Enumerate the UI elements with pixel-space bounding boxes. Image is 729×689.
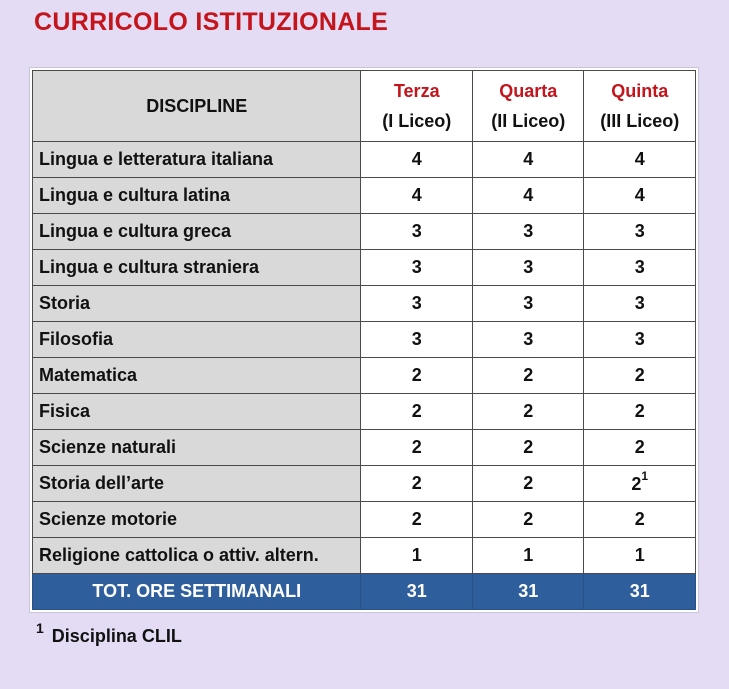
hours-cell: 3: [584, 322, 696, 358]
year-subtitle: (III Liceo): [600, 111, 680, 131]
hours-cell: 4: [361, 142, 473, 178]
table-header-row: [33, 71, 696, 142]
footnote-mark: 1: [36, 620, 44, 636]
table-row: [33, 250, 696, 286]
table-row: [33, 538, 696, 574]
hours-cell: 4: [361, 178, 473, 214]
hours-cell: 2: [472, 430, 584, 466]
hours-cell: 1: [472, 538, 584, 574]
table-row: [33, 322, 696, 358]
hours-cell: 2: [584, 430, 696, 466]
table-row: [33, 214, 696, 250]
hours-cell: 2: [361, 502, 473, 538]
hours-cell: 2: [361, 466, 473, 502]
discipline-header: DISCIPLINE: [33, 71, 361, 142]
year-header-quinta: [584, 71, 696, 142]
subject-cell: Storia: [33, 286, 361, 322]
total-cell: 31: [584, 574, 696, 610]
hours-cell: 3: [584, 250, 696, 286]
hours-cell: 2: [472, 466, 584, 502]
total-cell: 31: [472, 574, 584, 610]
hours-cell: 1: [361, 538, 473, 574]
hours-cell: 4: [472, 178, 584, 214]
hours-cell: 3: [361, 214, 473, 250]
total-row: [33, 574, 696, 610]
hours-cell: 3: [361, 322, 473, 358]
hours-cell: 2: [472, 358, 584, 394]
hours-cell: 3: [472, 214, 584, 250]
table-row: [33, 142, 696, 178]
hours-cell: 4: [472, 142, 584, 178]
hours-cell: 2: [361, 394, 473, 430]
table-row: [33, 430, 696, 466]
subject-cell: Lingua e cultura latina: [33, 178, 361, 214]
year-name: Quinta: [611, 81, 669, 101]
table-row: [33, 502, 696, 538]
hours-cell: 2: [361, 358, 473, 394]
year-subtitle: (II Liceo): [491, 111, 566, 131]
hours-cell: 3: [472, 286, 584, 322]
table-row: [33, 394, 696, 430]
subject-cell: Lingua e letteratura italiana: [33, 142, 361, 178]
table-row: [33, 358, 696, 394]
hours-cell: 1: [584, 538, 696, 574]
hours-cell: 2: [361, 430, 473, 466]
hours-cell: 3: [361, 286, 473, 322]
total-label: TOT. ORE SETTIMANALI: [33, 574, 361, 610]
year-name: Quarta: [499, 81, 558, 101]
footnote: [36, 620, 182, 647]
table-row: [33, 286, 696, 322]
subject-cell: Filosofia: [33, 322, 361, 358]
hours-cell: 3: [584, 286, 696, 322]
hours-cell: 2: [472, 502, 584, 538]
hours-cell: 2: [472, 394, 584, 430]
subject-cell: Scienze naturali: [33, 430, 361, 466]
table-row: [33, 466, 696, 502]
hours-cell: 4: [584, 142, 696, 178]
hours-cell: 2: [584, 502, 696, 538]
hours-cell: 3: [472, 322, 584, 358]
subject-cell: Lingua e cultura greca: [33, 214, 361, 250]
hours-cell: 3: [584, 214, 696, 250]
year-header-quarta: [472, 71, 584, 142]
hours-value: 2: [631, 474, 642, 494]
footnote-ref: 1: [641, 469, 649, 483]
page-title: CURRICOLO ISTITUZIONALE: [34, 8, 389, 36]
table-row: [33, 178, 696, 214]
year-subtitle: (I Liceo): [382, 111, 452, 131]
year-header-terza: [361, 71, 473, 142]
subject-cell: Lingua e cultura straniera: [33, 250, 361, 286]
subject-cell: Scienze motorie: [33, 502, 361, 538]
hours-cell: 4: [584, 178, 696, 214]
curriculum-table-container: [29, 67, 699, 613]
hours-cell: 2: [584, 358, 696, 394]
subject-cell: Matematica: [33, 358, 361, 394]
subject-cell: Religione cattolica o attiv. altern.: [33, 538, 361, 574]
total-cell: 31: [361, 574, 473, 610]
subject-cell: Fisica: [33, 394, 361, 430]
hours-cell: 3: [472, 250, 584, 286]
hours-cell-with-note: [584, 466, 696, 502]
footnote-text: Disciplina CLIL: [51, 626, 182, 646]
year-name: Terza: [393, 81, 440, 101]
hours-cell: 3: [361, 250, 473, 286]
hours-cell: 2: [584, 394, 696, 430]
curriculum-table: [32, 70, 696, 610]
subject-cell: Storia dell’arte: [33, 466, 361, 502]
